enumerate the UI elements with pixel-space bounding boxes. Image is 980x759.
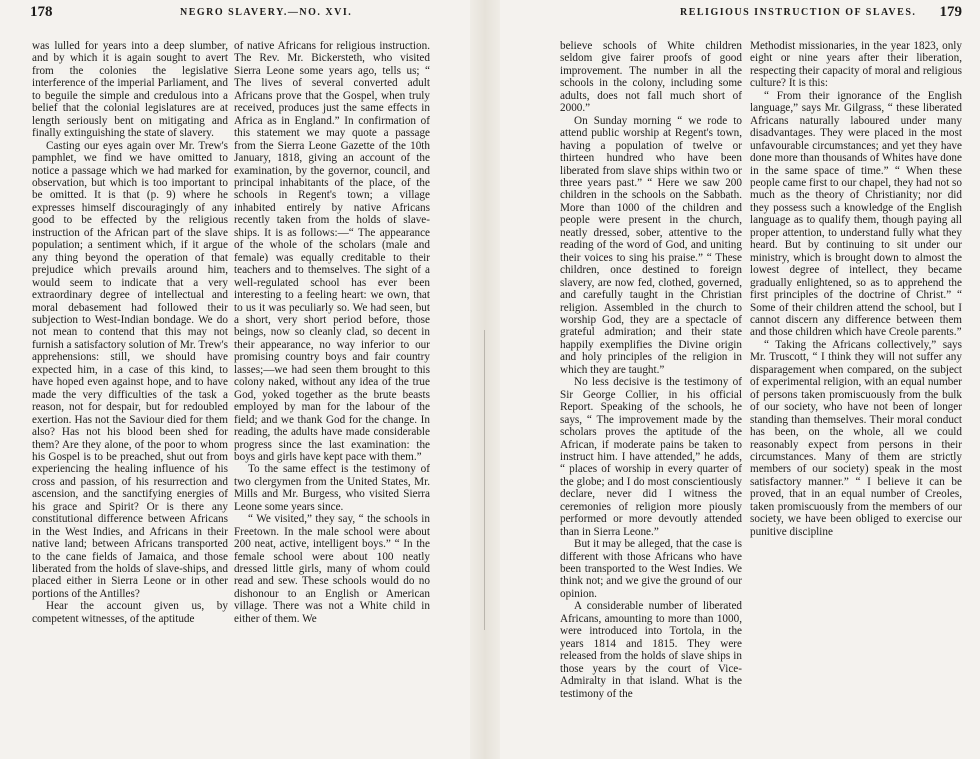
- paragraph: To the same effect is the testimony of two clergymen from the United States, Mr. Mills and Mr. Burgess, who visited Sierra Leone some years since.: [234, 463, 430, 513]
- paragraph: Methodist missionaries, in the year 1823, only eight or nine years after their liberation, respecting their capacity of moral and religious culture? It is this:: [750, 40, 962, 90]
- gutter-crease: [484, 330, 485, 630]
- paragraph: A considerable number of liberated Africans, amounting to more than 1000, were introduced into Tortola, in the years 1814 and 1815. They were released from the holds of slave ships in those years by the court of Vice-Admiralty in that island. What is the testimony of the: [560, 600, 742, 700]
- left-page-header: [30, 4, 460, 22]
- right-page-number: 179: [939, 4, 962, 20]
- book-gutter: [470, 0, 500, 759]
- left-page-number: 178: [30, 4, 53, 20]
- paragraph: “ We visited,” they say, “ the schools in Freetown. In the male school were about 200 neat, active, intelligent boys.” “ In the female school were about 100 neatly dressed little girls, many of whom could read and sew. These schools would do no dishonour to an English or American village. There was not a White child in either of them. We: [234, 513, 430, 625]
- left-column-1: [32, 40, 228, 625]
- right-page-header: [540, 4, 962, 22]
- right-column-1: [560, 40, 742, 700]
- paragraph: Casting our eyes again over Mr. Trew's pamphlet, we find we have omitted to notice a passage which we had marked for observation, but which is too important to be omitted. It is that (p. 9) where he expresses himself discouragingly of any good to be effected by the religious instruction of the African part of the slave population; a sentiment which, if it argue any thing beyond the operation of that prejudice which prevails around him, would seem to indicate that a very extraordinary degree of intellectual and moral debasement had followed their subjection to West-Indian bondage. We do not mean to contend that this may not furnish a satisfactory solution of Mr. Trew's apprehensions: still, we should have expected him, in a case of this kind, to have hoped even against hope, and to have made the very difficulties of the task a reason, not for despair, but for redoubled exertion. Has not the Saviour died for them also? Has not his blood been shed for them? Are they alone, of the poor to whom his Gospel is to be preached, shut out from experiencing the healing influence of his cross and passion, of his resurrection and ascension, and the sanctifying energies of his grace and Spirit? Or is there any constitutional difference between Africans in the West Indies, and Africans in their native land; between Africans transported to the cane fields of Jamaica, and those liberated from the holds of slave-ships, and placed either in Sierra Leone or in other portions of the Antilles?: [32, 139, 228, 600]
- left-column-2: [234, 40, 430, 625]
- paragraph: of native Africans for religious instruction. The Rev. Mr. Bickersteth, who visited Sierra Leone some years ago, tells us; “ The lives of several converted adult Africans prove that the Gospel, when truly received, produces just the same effects in Africa as in England.” In confirmation of this statement we may quote a passage from the Sierra Leone Gazette of the 10th January, 1818, giving an account of the examination, by the governor, council, and principal inhabitants of the place, of the schools in Regent's town; a village inhabited entirely by native Africans recently taken from the holds of slave-ships. It is as follows:—“ The appearance of the whole of the scholars (male and female) was equally creditable to their teachers and to themselves. The sight of a well-regulated school has ever been interesting to a feeling heart: we own, that to us it was peculiarly so. We had seen, but a short, very short period before, those beings, now so cleanly clad, so decent in their appearance, no way inferior to our promising country boys and fair country lasses;—we had seen them brought to this colony naked, without any idea of the true God, yoked together as the brute beasts employed by man for the labour of the field; and we thank God for the change. In reading, the adults have made considerable progress since the last examination: the boys and girls have kept pace with them.”: [234, 40, 430, 463]
- paragraph: was lulled for years into a deep slumber, and by which it is again sought to avert from the colonies the legislative interference of the imperial Parliament, and to beguile the simple and credulous into a belief that the colonial legislatures are at length seriously bent on mitigating and finally extinguishing the state of slavery.: [32, 40, 228, 140]
- paragraph: No less decisive is the testimony of Sir George Collier, in his official Report. Speaking of the schools, he says, “ The improvement made by the scholars proves the aptitude of the African, if moderate pains be taken to instruct him. I have attended,” he adds, “ places of worship in every quarter of the globe; and I do most conscientiously declare, never did I witness the ceremonies of religion more piously performed or more devoutly attended than in Sierra Leone.”: [560, 376, 742, 538]
- right-column-2: [750, 40, 962, 538]
- left-running-head: NEGRO SLAVERY.—NO. XVI.: [180, 7, 353, 18]
- paragraph: On Sunday morning “ we rode to attend public worship at Regent's town, having a population of twelve or thirteen hundred who have been liberated from slave ships within two or three years past.” “ Here we saw 200 children in the schools on the Sabbath. More than 1000 of the children and people were present in the church, neatly dressed, sober, attentive to the reading of the word of God, and uniting their voices to sing his praise.” “ These children, once destined to foreign slavery, are now fed, clothed, governed, and carefully taught in the Christian religion. Assembled in the church to worship God, they are a spectacle of grateful admiration; and their state happily exemplifies the Divine origin and holy principles of the religion in which they are taught.”: [560, 114, 742, 376]
- right-page: [500, 0, 980, 759]
- paragraph: “ Taking the Africans collectively,” says Mr. Truscott, “ I think they will not suffer any disparagement when compared, on the subject of experimental religion, with an equal number of persons taken promiscuously from the bulk of our society, who have not been of longer standing than themselves. Their moral conduct has been, on the whole, all we could reasonably expect from persons in their circumstances. Many of them are strictly members of our society) speak in the most satisfactory manner.” “ I believe it can be proved, that in an equal number of Creoles, taken promiscuously from the members of our society, we have been obliged to exercise our punitive discipline: [750, 338, 962, 538]
- right-running-head: RELIGIOUS INSTRUCTION OF SLAVES.: [680, 7, 917, 18]
- paragraph: believe schools of White children seldom give fairer proofs of good improvement. The number in all the schools in the colony, including some adults, does not fall much short of 2000.”: [560, 40, 742, 115]
- paragraph: But it may be alleged, that the case is different with those Africans who have been transported to the West Indies. We think not; and we give the ground of our opinion.: [560, 538, 742, 600]
- left-page: [0, 0, 470, 759]
- paragraph: Hear the account given us, by competent witnesses, of the aptitude: [32, 600, 228, 625]
- paragraph: “ From their ignorance of the English language,” says Mr. Gilgrass, “ these liberated Africans naturally laboured under many disadvantages. They were placed in the most unfavourable circumstances; and yet they have done more than thousands of Whites have done in the same space of time.” “ When these people came first to our chapel, they had not so much as the theory of Christianity; nor did they possess such a knowledge of the English language as to qualify them, though paying all proper attention, to understand fully what they heard. But by continuing to sit under our ministry, which is brought down to almost the lowest degree of intellect, they became gradually enlightened, so as to apprehend the first principles of the doctrine of Christ.” “ Some of their children attend the school, but I cannot discern any difference between them and those children which have Creole parents.”: [750, 89, 962, 339]
